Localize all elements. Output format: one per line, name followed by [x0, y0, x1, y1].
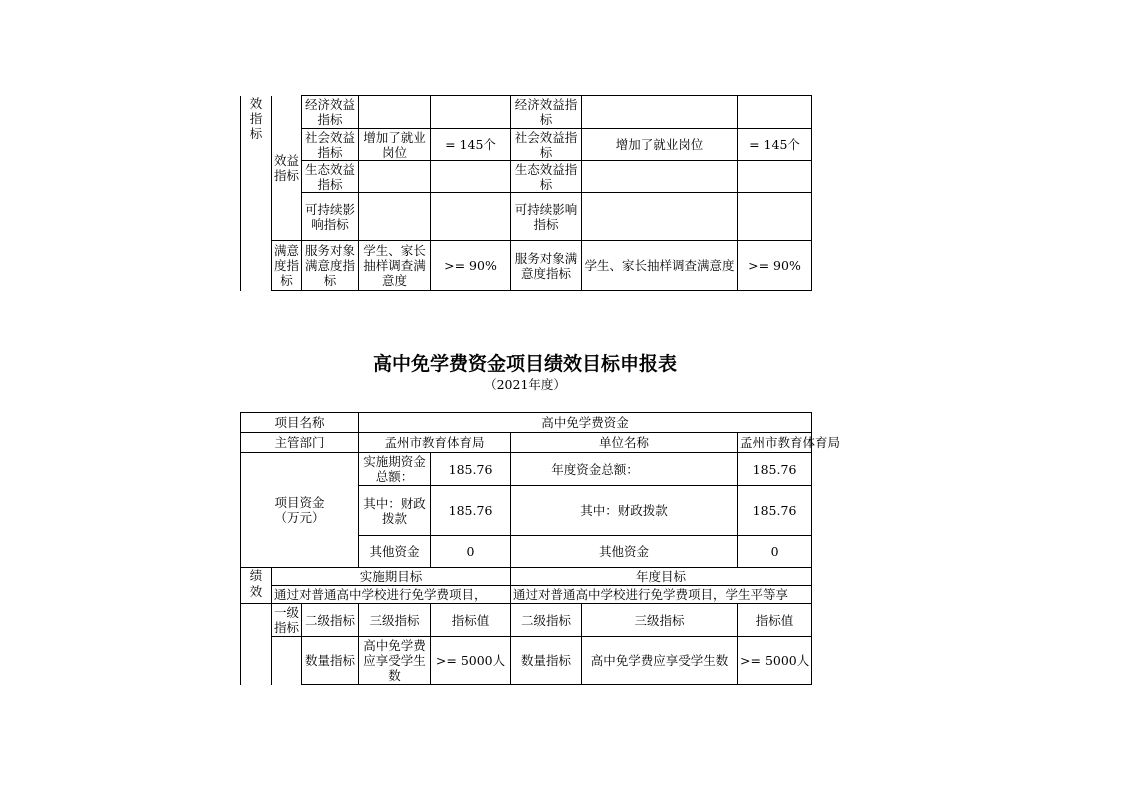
- perf-spacer: [241, 604, 272, 685]
- project-name-label: 项目名称: [241, 413, 359, 433]
- satisfaction-label: 满意度指标: [272, 241, 302, 291]
- l3b-social: 社会效益指标: [511, 129, 582, 161]
- l3-service: 服务对象满意度指标: [302, 241, 359, 291]
- l3b-sustain: 可持续影响指标: [511, 193, 582, 241]
- desc-social: 增加了就业岗位: [359, 129, 431, 161]
- hdr-l2b: 二级指标: [511, 604, 582, 637]
- qty-label-b: 数量指标: [511, 637, 582, 685]
- impl-goal-text: 通过对普通高中学校进行免学费项目，: [272, 586, 511, 604]
- total-label: 实施期资金总额：: [359, 453, 431, 486]
- qty-label: 数量指标: [302, 637, 359, 685]
- impl-goal-label: 实施期目标: [272, 568, 511, 586]
- desc-service: 学生、家长抽样调查满意度: [359, 241, 431, 291]
- l1-spacer: [272, 637, 302, 685]
- l3b-economic: 经济效益指标: [511, 96, 582, 129]
- val-social: = 145个: [431, 129, 511, 161]
- l3b-service: 服务对象满意度指标: [511, 241, 582, 291]
- desc-economic: [359, 96, 431, 129]
- fiscal-label: 其中：财政拨款: [359, 486, 431, 536]
- funds-label: [241, 453, 359, 568]
- qty-desc: 高中免学费应享受学生数: [359, 637, 431, 685]
- other-value: 0: [431, 536, 511, 568]
- benefit-label: 效益指标: [272, 96, 302, 241]
- annual-goal-text: 通过对普通高中学校进行免学费项目，学生平等享: [511, 586, 812, 604]
- descb-social: 增加了就业岗位: [582, 129, 738, 161]
- unit-label: 单位名称: [511, 433, 738, 453]
- annual-label: 年度资金总额：: [511, 453, 738, 486]
- descb-service: 学生、家长抽样调查满意度: [582, 241, 738, 291]
- hdr-val: 指标值: [431, 604, 511, 637]
- l3-sustain: 可持续影响指标: [302, 193, 359, 241]
- unit-value: 孟州市教育体育局: [738, 433, 812, 453]
- qty-val-b: >= 5000人: [738, 637, 812, 685]
- other-label-b: 其他资金: [511, 536, 738, 568]
- valb-sustain: [738, 193, 812, 241]
- dept-value: 孟州市教育体育局: [359, 433, 511, 453]
- hdr-l3b: 三级指标: [582, 604, 738, 637]
- valb-service: >= 90%: [738, 241, 812, 291]
- descb-economic: [582, 96, 738, 129]
- project-form-table: [240, 412, 841, 685]
- hdr-l3: 三级指标: [359, 604, 431, 637]
- side-label: 效指标: [241, 96, 272, 291]
- fiscal-label-b: 其中：财政拨款: [511, 486, 738, 536]
- desc-sustain: [359, 193, 431, 241]
- other-value-b: 0: [738, 536, 812, 568]
- other-label: 其他资金: [359, 536, 431, 568]
- val-ecology: [431, 161, 511, 193]
- l3b-ecology: 生态效益指标: [511, 161, 582, 193]
- project-name-value: 高中免学费资金: [359, 413, 812, 433]
- form-subtitle: （2021年度）: [484, 377, 566, 392]
- val-sustain: [431, 193, 511, 241]
- valb-economic: [738, 96, 812, 129]
- perf-label: 绩效: [241, 568, 272, 604]
- qty-val: >= 5000人: [431, 637, 511, 685]
- descb-sustain: [582, 193, 738, 241]
- annual-value: 185.76: [738, 453, 812, 486]
- total-value: 185.76: [431, 453, 511, 486]
- funds-label-text: 项目资金（万元）: [274, 495, 325, 525]
- hdr-l1: 一级指标: [272, 604, 302, 637]
- hdr-valb: 指标值: [738, 604, 812, 637]
- fiscal-value-b: 185.76: [738, 486, 812, 536]
- top-indicator-table: [240, 95, 812, 291]
- val-service: >= 90%: [431, 241, 511, 291]
- desc-ecology: [359, 161, 431, 193]
- hdr-l2: 二级指标: [302, 604, 359, 637]
- l3-social: 社会效益指标: [302, 129, 359, 161]
- descb-ecology: [582, 161, 738, 193]
- dept-label: 主管部门: [241, 433, 359, 453]
- qty-desc-b: 高中免学费应享受学生数: [582, 637, 738, 685]
- valb-social: = 145个: [738, 129, 812, 161]
- val-economic: [431, 96, 511, 129]
- l3-ecology: 生态效益指标: [302, 161, 359, 193]
- fiscal-value: 185.76: [431, 486, 511, 536]
- valb-ecology: [738, 161, 812, 193]
- form-title: 高中免学费资金项目绩效目标申报表: [372, 353, 677, 375]
- annual-goal-label: 年度目标: [511, 568, 812, 586]
- l3-economic: 经济效益指标: [302, 96, 359, 129]
